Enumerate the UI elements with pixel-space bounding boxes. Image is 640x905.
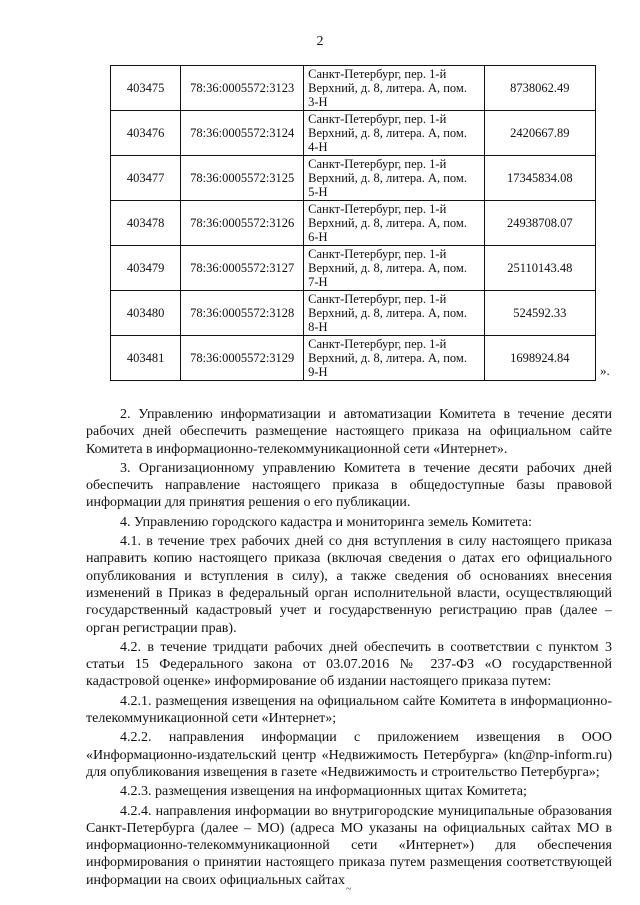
- cadastral-number-cell: 78:36:0005572:3125: [181, 156, 304, 201]
- cadastral-number-cell: 78:36:0005572:3126: [181, 201, 304, 246]
- paragraph-4-2: 4.2. в течение тридцати рабочих дней обеспечить в соответствии с пунктом 3 статьи 15 Федерального закона от 03.07.2016 № 237-ФЗ «О государственной кадастровой оценке» информирование об издании настоящего приказа путем:: [86, 639, 612, 690]
- order-body-text: [86, 406, 612, 889]
- table-row: [111, 156, 596, 201]
- table-row: [111, 66, 596, 111]
- cadastral-number-cell: 78:36:0005572:3127: [181, 246, 304, 291]
- table-closing-quote: ».: [600, 363, 610, 378]
- object-id-cell: 403477: [111, 156, 181, 201]
- registry-table: [110, 65, 596, 381]
- cadastral-number-cell: 78:36:0005572:3128: [181, 291, 304, 336]
- paragraph-4-2-1: 4.2.1. размещения извещения на официальном сайте Комитета в информационно-телекоммуникационной сети «Интернет»;: [86, 693, 612, 727]
- cadastral-value-cell: 1698924.84: [484, 336, 595, 381]
- paragraph-2: 2. Управлению информатизации и автоматизации Комитета в течение десяти рабочих дней обеспечить размещение настоящего приказа на официальном сайте Комитета в информационно-телекоммуникационной сети «Интернет».: [86, 407, 612, 457]
- table-row: [111, 291, 596, 336]
- table-row: [111, 336, 596, 381]
- address-cell: Санкт-Петербург, пер. 1-й Верхний, д. 8, литера. А, пом. 9-Н: [304, 336, 485, 381]
- cadastral-number-cell: 78:36:0005572:3129: [181, 336, 304, 381]
- address-cell: Санкт-Петербург, пер. 1-й Верхний, д. 8, литера. А, пом. 5-Н: [304, 156, 485, 201]
- address-cell: Санкт-Петербург, пер. 1-й Верхний, д. 8, литера. А, пом. 8-Н: [304, 291, 485, 336]
- footer-mark: ~: [346, 884, 352, 895]
- cadastral-value-cell: 2420667.89: [484, 111, 595, 156]
- address-cell: Санкт-Петербург, пер. 1-й Верхний, д. 8, литера. А, пом. 6-Н: [304, 201, 485, 246]
- address-cell: Санкт-Петербург, пер. 1-й Верхний, д. 8, литера. А, пом. 7-Н: [304, 246, 485, 291]
- address-cell: Санкт-Петербург, пер. 1-й Верхний, д. 8, литера. А, пом. 4-Н: [304, 111, 485, 156]
- cadastral-value-cell: 24938708.07: [484, 201, 595, 246]
- paragraph-4-2-2: 4.2.2. направления информации с приложением извещения в ООО «Информационно-издательский центр «Недвижимость Петербурга» (kn@np-inform.ru) для опубликования извещения в газете «Недвижимость и строительство Петербурга»;: [86, 730, 612, 780]
- cadastral-value-cell: 17345834.08: [484, 156, 595, 201]
- object-id-cell: 403479: [111, 246, 181, 291]
- paragraph-4-1: 4.1. в течение трех рабочих дней со дня вступления в силу настоящего приказа направить копию настоящего приказа (включая сведения о датах его официального опубликования и вступления в силу), а также сведения об основаниях внесения изменений в Приказ в федеральный орган исполнительной власти, осуществляющий государственный кадастровый учет и государственную регистрацию прав (далее – орган регистрации прав).: [86, 534, 612, 636]
- object-id-cell: 403481: [111, 336, 181, 381]
- object-id-cell: 403476: [111, 111, 181, 156]
- object-id-cell: 403475: [111, 66, 181, 111]
- address-cell: Санкт-Петербург, пер. 1-й Верхний, д. 8, литера. А, пом. 3-Н: [304, 66, 485, 111]
- cadastral-number-cell: 78:36:0005572:3123: [181, 66, 304, 111]
- object-id-cell: 403478: [111, 201, 181, 246]
- object-id-cell: 403480: [111, 291, 181, 336]
- table-row: [111, 111, 596, 156]
- table-row: [111, 201, 596, 246]
- paragraph-3: 3. Организационному управлению Комитета в течение десяти рабочих дней обеспечить направление настоящего приказа в общедоступные базы правовой информации для принятия решения о его публикации.: [86, 460, 612, 511]
- table-row: [111, 246, 596, 291]
- cadastral-value-cell: 25110143.48: [484, 246, 595, 291]
- paragraph-4-2-3: 4.2.3. размещения извещения на информационных щитах Комитета;: [120, 784, 527, 800]
- paragraph-4-2-4: 4.2.4. направления информации во внутригородские муниципальные образования Санкт-Петербурга (далее – МО) (адреса МО указаны на официальных сайтах МО в информационно-телекоммуникационной сети «Интернет») для обеспечения информирования о принятии настоящего приказа путем размещения соответствующей информации на своих официальных сайтах: [86, 803, 612, 888]
- page-number: 2: [316, 34, 324, 49]
- cadastral-value-cell: 8738062.49: [484, 66, 595, 111]
- cadastral-number-cell: 78:36:0005572:3124: [181, 111, 304, 156]
- cadastral-value-cell: 524592.33: [484, 291, 595, 336]
- paragraph-4: 4. Управлению городского кадастра и мониторинга земель Комитета:: [120, 514, 532, 530]
